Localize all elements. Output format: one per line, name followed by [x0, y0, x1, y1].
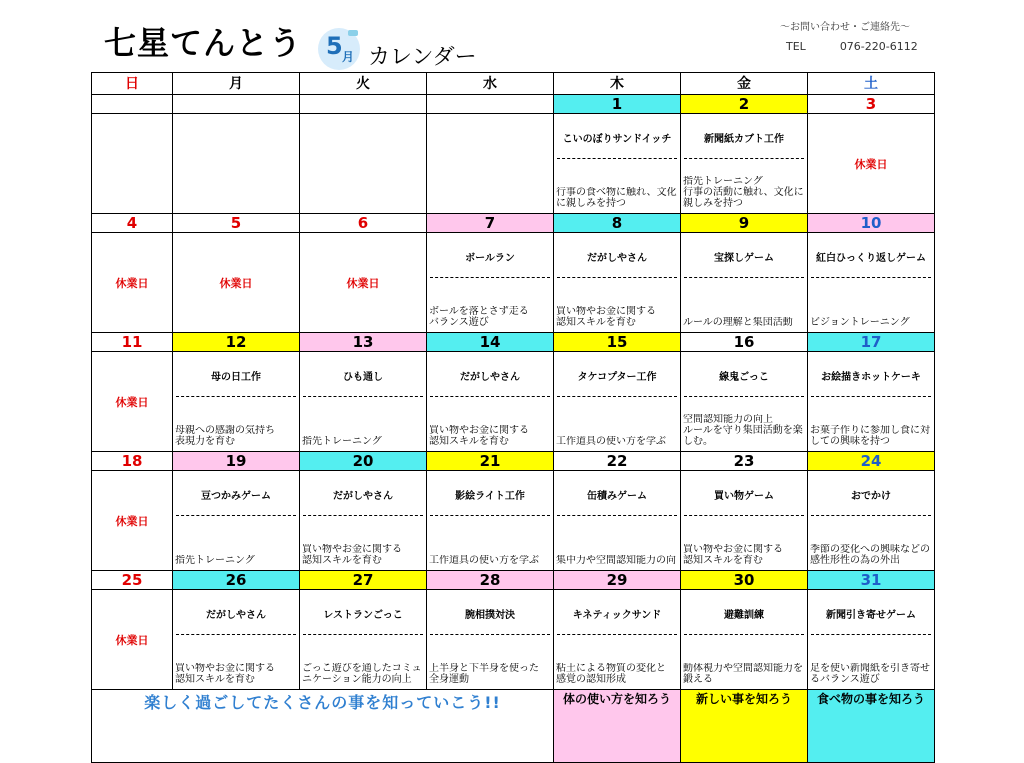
day-cell [300, 471, 427, 571]
date-number [173, 95, 300, 114]
divider [303, 396, 423, 397]
day-cell [300, 114, 427, 214]
activity-cell [300, 471, 426, 570]
activity-description: 指先トレーニング [302, 436, 382, 447]
day-cell [681, 233, 808, 333]
day-cell [173, 352, 300, 452]
activity-cell [173, 114, 299, 213]
activity-cell [681, 590, 807, 689]
holiday-label: 休業日 [346, 276, 380, 290]
activity-row [92, 352, 935, 452]
activity-description: 上半身と下半身を使った 全身運動 [429, 663, 539, 685]
day-cell [427, 114, 554, 214]
activity-title: キネティックサンド [572, 610, 662, 621]
day-cell [808, 471, 935, 571]
activity-title: 買い物ゲーム [714, 491, 774, 502]
day-cell [554, 352, 681, 452]
day-cell [300, 352, 427, 452]
date-number: 25 [92, 571, 173, 590]
divider [430, 277, 550, 278]
activity-title: こいのぼりサンドイッチ [562, 134, 672, 145]
activity-cell [427, 233, 553, 332]
weekday-label: 土 [808, 73, 935, 95]
divider [430, 396, 550, 397]
day-cell [92, 114, 173, 214]
activity-description: 工作道具の使い方を学ぶ [556, 436, 666, 447]
divider [684, 277, 804, 278]
divider [684, 396, 804, 397]
date-number: 23 [681, 452, 808, 471]
day-cell [92, 590, 173, 690]
weekday-label: 木 [554, 73, 681, 95]
activity-title: 腕相撲対決 [465, 610, 515, 621]
holiday-label: 休業日 [115, 514, 149, 528]
holiday-label: 休業日 [115, 633, 149, 647]
date-number: 27 [300, 571, 427, 590]
date-number: 3 [808, 95, 935, 114]
activity-description: 買い物やお金に関する 認知スキルを育む [556, 306, 656, 328]
day-cell [554, 233, 681, 333]
holiday-label: 休業日 [115, 395, 149, 409]
activity-title: タケコプター工作 [577, 372, 657, 383]
activity-cell [300, 352, 426, 451]
date-number: 5 [173, 214, 300, 233]
calendar-grid [91, 72, 935, 763]
activity-description: ルールの理解と集団活動 [683, 317, 793, 328]
date-number: 21 [427, 452, 554, 471]
date-row [92, 214, 935, 233]
divider [684, 515, 804, 516]
day-cell [300, 233, 427, 333]
calendar-label: カレンダー [368, 45, 477, 70]
divider [811, 277, 931, 278]
activity-title: だがしやさん [587, 253, 647, 264]
activity-description: 粘土による物質の変化と 感覚の認知形成 [556, 663, 666, 685]
activity-title: だがしやさん [460, 372, 520, 383]
day-cell [808, 233, 935, 333]
date-number: 26 [173, 571, 300, 590]
activity-description: 季節の変化への興味などの感性形性の為の外出 [810, 544, 930, 566]
divider [557, 158, 677, 159]
day-cell [681, 471, 808, 571]
date-number: 2 [681, 95, 808, 114]
month-unit: 月 [342, 50, 355, 64]
date-number: 7 [427, 214, 554, 233]
activity-cell [300, 114, 426, 213]
day-cell [173, 114, 300, 214]
activity-cell [808, 471, 934, 570]
day-cell [300, 590, 427, 690]
date-number: 4 [92, 214, 173, 233]
date-number: 20 [300, 452, 427, 471]
activity-cell [92, 114, 172, 213]
date-number: 28 [427, 571, 554, 590]
activity-title: 母の日工作 [211, 372, 261, 383]
activity-description: 指先トレーニング 行事の活動に触れ、文化に親しみを持つ [683, 176, 804, 209]
day-cell [427, 352, 554, 452]
activity-description: 集中力や空間認知能力の向 [556, 555, 676, 566]
activity-cell [808, 233, 934, 332]
date-number: 12 [173, 333, 300, 352]
activity-title: 缶積みゲーム [587, 491, 647, 502]
activity-cell [808, 352, 934, 451]
divider [303, 515, 423, 516]
activity-description: ビジョントレーニング [810, 317, 910, 328]
activity-title: おでかけ [851, 491, 891, 502]
date-number: 14 [427, 333, 554, 352]
contact-note: 〜お問い合わせ・ご連絡先〜 [780, 22, 910, 33]
day-cell [681, 114, 808, 214]
activity-cell [554, 590, 680, 689]
holiday-label: 休業日 [854, 157, 888, 171]
activity-row [92, 590, 935, 690]
divider [176, 634, 296, 635]
date-number [427, 95, 554, 114]
facility-title: 七星てんとう [104, 24, 303, 62]
activity-cell [554, 114, 680, 213]
date-number: 31 [808, 571, 935, 590]
activity-description: 母親への感謝の気持ち 表現力を育む [175, 425, 275, 447]
slogan: 楽しく過ごしてたくさんの事を知っていこう!! [92, 690, 554, 763]
weekday-label: 月 [173, 73, 300, 95]
month-badge [318, 28, 360, 70]
date-number: 15 [554, 333, 681, 352]
activity-cell [681, 471, 807, 570]
activity-title: 新聞紙カブト工作 [704, 134, 784, 145]
activity-title: 宝探しゲーム [714, 253, 774, 264]
day-cell [554, 114, 681, 214]
divider [684, 158, 804, 159]
date-number: 24 [808, 452, 935, 471]
date-number: 29 [554, 571, 681, 590]
activity-description: 工作道具の使い方を学ぶ [429, 555, 539, 566]
activity-title: レストランごっこ [323, 610, 403, 621]
activity-title: 避難訓練 [724, 610, 764, 621]
weekday-label: 水 [427, 73, 554, 95]
day-cell [427, 590, 554, 690]
divider [430, 634, 550, 635]
date-number: 18 [92, 452, 173, 471]
activity-cell [427, 590, 553, 689]
date-number: 30 [681, 571, 808, 590]
activity-description: 買い物やお金に関する 認知スキルを育む [683, 544, 783, 566]
theme-label: 新しい事を知ろう [681, 690, 808, 763]
activity-description: 買い物やお金に関する 認知スキルを育む [302, 544, 402, 566]
date-number: 19 [173, 452, 300, 471]
divider [557, 396, 677, 397]
date-number: 13 [300, 333, 427, 352]
theme-label: 食べ物の事を知ろう [808, 690, 935, 763]
day-cell [808, 352, 935, 452]
date-number: 9 [681, 214, 808, 233]
activity-row [92, 471, 935, 571]
date-number: 10 [808, 214, 935, 233]
day-cell [92, 352, 173, 452]
weekday-label: 金 [681, 73, 808, 95]
activity-cell [427, 114, 553, 213]
weekday-label: 火 [300, 73, 427, 95]
day-cell [808, 590, 935, 690]
tel-label: TEL [786, 40, 806, 53]
activity-cell [554, 471, 680, 570]
activity-description: 指先トレーニング [175, 555, 255, 566]
date-number: 22 [554, 452, 681, 471]
activity-row [92, 233, 935, 333]
divider [176, 396, 296, 397]
divider [811, 515, 931, 516]
activity-description: 行事の食べ物に触れ、文化に親しみを持つ [556, 187, 677, 209]
weekday-label: 日 [92, 73, 173, 95]
date-number [300, 95, 427, 114]
date-number: 11 [92, 333, 173, 352]
day-cell [173, 233, 300, 333]
date-number: 8 [554, 214, 681, 233]
date-row [92, 333, 935, 352]
tel-number: 076-220-6112 [839, 40, 918, 53]
activity-cell [554, 352, 680, 451]
activity-description: 動体視力や空間認知能力を鍛える [683, 663, 803, 685]
activity-cell [808, 590, 934, 689]
day-cell [681, 352, 808, 452]
date-row [92, 95, 935, 114]
date-number: 6 [300, 214, 427, 233]
day-cell [554, 471, 681, 571]
activity-title: 紅白ひっくり返しゲーム [816, 253, 926, 264]
divider [557, 515, 677, 516]
activity-title: お絵描きホットケーキ [821, 372, 921, 383]
day-cell [427, 471, 554, 571]
divider [557, 277, 677, 278]
activity-title: だがしやさん [333, 491, 393, 502]
day-cell [681, 590, 808, 690]
activity-description: ボールを落とさず走る バランス遊び [429, 306, 529, 328]
divider [557, 634, 677, 635]
activity-cell [173, 590, 299, 689]
day-cell [173, 471, 300, 571]
day-cell [92, 471, 173, 571]
date-row [92, 571, 935, 590]
divider [430, 515, 550, 516]
holiday-label: 休業日 [219, 276, 253, 290]
carp-streamer-icon [348, 30, 358, 36]
activity-description: お菓子作りに参加し食に対しての興味を持つ [810, 425, 930, 447]
activity-description: ごっこ遊びを通したコミュニケーション能力の向上 [302, 663, 422, 685]
activity-cell [300, 590, 426, 689]
activity-description: 買い物やお金に関する 認知スキルを育む [175, 663, 275, 685]
date-row [92, 452, 935, 471]
activity-title: だがしやさん [206, 610, 266, 621]
holiday-label: 休業日 [115, 276, 149, 290]
day-cell [173, 590, 300, 690]
activity-description: 足を使い新聞紙を引き寄せるバランス遊び [810, 663, 930, 685]
activity-row [92, 114, 935, 214]
activity-cell [681, 352, 807, 451]
month-number: 5 [326, 32, 343, 60]
activity-cell [681, 114, 807, 213]
tel-line [786, 40, 918, 53]
date-number: 16 [681, 333, 808, 352]
day-cell [808, 114, 935, 214]
day-cell [427, 233, 554, 333]
activity-cell [427, 471, 553, 570]
activity-title: ボールラン [465, 253, 515, 264]
activity-cell [173, 352, 299, 451]
footer-row [92, 690, 935, 763]
activity-title: 線鬼ごっこ [719, 372, 769, 383]
activity-title: ひも通し [343, 372, 383, 383]
day-cell [554, 590, 681, 690]
date-number: 1 [554, 95, 681, 114]
activity-cell [554, 233, 680, 332]
activity-cell [681, 233, 807, 332]
divider [684, 634, 804, 635]
activity-title: 新聞引き寄せゲーム [826, 610, 916, 621]
day-cell [92, 233, 173, 333]
activity-description: 買い物やお金に関する 認知スキルを育む [429, 425, 529, 447]
weekday-header-row [92, 73, 935, 95]
divider [176, 515, 296, 516]
divider [303, 634, 423, 635]
activity-cell [427, 352, 553, 451]
divider [811, 396, 931, 397]
date-number: 17 [808, 333, 935, 352]
theme-label: 体の使い方を知ろう [554, 690, 681, 763]
activity-description: 空間認知能力の向上 ルールを守り集団活動を楽しむ。 [683, 414, 803, 447]
activity-title: 影絵ライト工作 [455, 491, 525, 502]
activity-title: 豆つかみゲーム [201, 491, 271, 502]
activity-cell [173, 471, 299, 570]
divider [811, 634, 931, 635]
date-number [92, 95, 173, 114]
